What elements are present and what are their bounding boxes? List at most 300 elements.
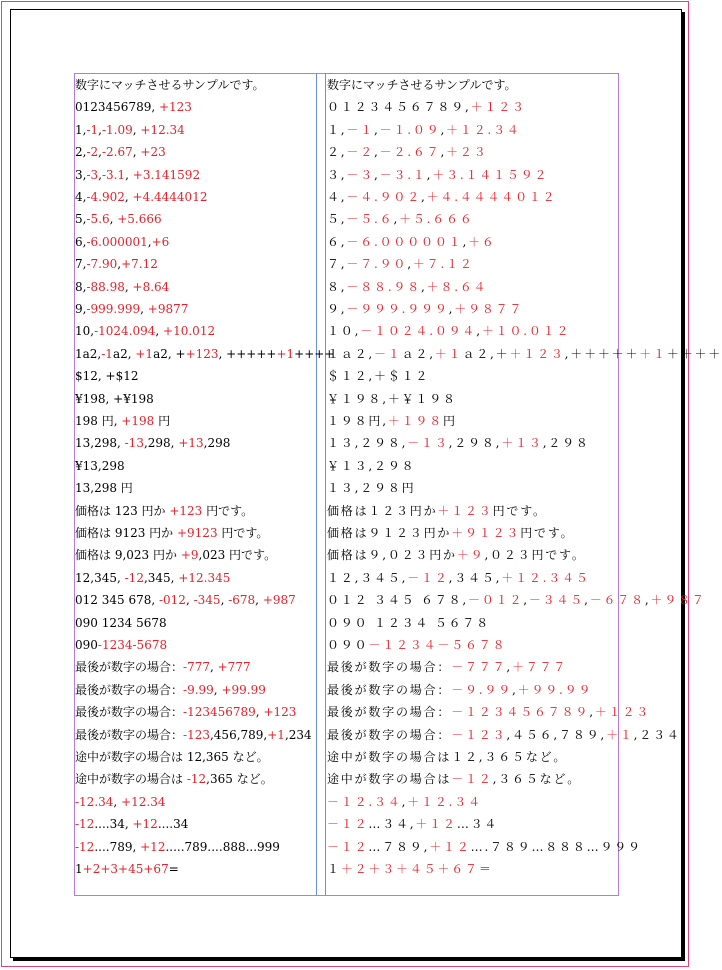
matched-number: －７.９０ [346,257,408,272]
matched-number: ＋２ [340,862,369,876]
plain-text: , [98,122,102,137]
text-line [75,392,154,407]
matched-number: +10.012 [163,324,216,339]
plain-text: , [124,190,133,204]
plain-text: = [168,862,179,876]
plain-text: 13,298, [75,436,125,451]
plain-text: 価格は９,０２３円か [327,548,457,563]
plain-text: 最後が数字の場合： [75,727,184,742]
text-line [327,280,488,295]
column-guide-left [316,74,317,895]
text-line [327,705,650,720]
matched-number: －９.９９ [451,682,513,697]
plain-text: , [407,257,413,272]
plain-text: ０１２３４５６７８９, [327,100,471,115]
matched-number: -1024.094 [94,324,156,339]
text-line [75,616,167,631]
matched-number: －８８.９８ [346,279,422,294]
plain-text: ,456,789, [209,727,268,742]
plain-text: a2, [112,346,136,361]
matched-number: -88.98 [86,279,125,294]
plain-text: ,３４５, [448,570,502,585]
plain-text: 数字にマッチさせるサンプルです。 [327,78,517,92]
plain-text: , [421,190,427,204]
matched-number: -1 [101,346,113,361]
plain-text: , [644,593,651,608]
matched-number: -13 [124,436,144,451]
matched-number: -2 [86,145,99,160]
plain-text: 5, [75,212,87,227]
text-line [75,571,230,586]
plain-text: ＝ [478,862,493,876]
text-line [75,593,296,608]
plain-text: …３４ [456,817,499,832]
text-line [75,459,125,474]
matched-number: +13 [178,436,204,451]
matched-number: ＋１２３ [470,100,526,115]
matched-number: ＋９８７７ [454,302,524,316]
text-line [75,235,169,250]
matched-number: -123 [183,727,210,742]
matched-number: +123 [185,346,219,361]
plain-text: 6, [75,234,87,249]
plain-text: , [401,794,408,809]
matched-number: －３.１ [379,167,427,182]
matched-number: ＋３ [368,862,397,876]
plain-text: 12,345, [75,570,125,585]
matched-number: ＋７７７ [512,660,568,675]
plain-text: ,０２３円です。 [484,548,586,563]
text-line [75,369,139,384]
text-line [75,100,192,115]
text-line [75,638,167,653]
text-line [327,123,521,138]
plain-text: , [209,660,218,675]
text-line [75,548,276,563]
matched-number: +777 [217,660,251,675]
matched-number: －１.０９ [379,122,441,137]
text-line [75,302,188,317]
plain-text: 最後が数字の場合： [327,660,452,675]
text-line [327,571,590,586]
plain-text: , [426,167,433,182]
matched-number: +7.12 [121,257,158,272]
text-line [327,593,706,608]
plain-text: ３, [327,167,347,182]
text-line [327,638,506,653]
plain-text: 数字にマッチさせるサンプルです。 [75,78,265,92]
matched-number: +23 [140,145,166,160]
plain-text: １９８円, [327,414,388,428]
matched-number: +45 [118,862,144,876]
matched-number: +1 [135,346,154,361]
matched-number: -6.000001 [86,234,148,249]
plain-text: , [374,167,380,182]
text-line [75,526,268,541]
text-line [75,145,166,160]
plain-text: , [98,145,102,160]
text-line [75,190,207,205]
plain-text: , [512,682,518,697]
matched-number: -123456789 [183,705,256,720]
text-line [327,548,586,563]
matched-number: ＋３.１４１５９２ [432,167,549,182]
matched-number: ＋１０.０１２ [481,324,571,339]
text-line [75,280,169,295]
plain-text: １０, [327,324,361,339]
plain-text: ,２９８, [448,436,502,451]
matched-number: ＋６ [468,234,496,249]
text-line [327,212,474,227]
plain-text: 090 [75,638,98,652]
matched-number: ＋１ [434,346,463,361]
column-guide-right [325,74,326,895]
matched-number: -7.90 [86,257,118,272]
text-line [327,728,681,743]
plain-text: 円 [443,414,457,428]
plain-text: ０１２ ３４５ ６７８, [327,593,469,608]
text-line [327,459,415,474]
plain-text: ,298 [203,436,231,451]
plain-text: ....789, [94,839,141,854]
plain-text: 10, [75,324,95,339]
text-line [327,190,557,205]
matched-number: ＋１２.３４ [446,122,521,137]
plain-text: ,365 など。 [206,772,273,787]
matched-number: +123 [158,100,192,115]
matched-number: ＋１２３ [509,346,565,361]
plain-text: 1a2, [75,346,102,361]
text-line [75,257,158,272]
plain-text: ６, [327,234,347,249]
matched-number: ＋１２３ [437,503,493,518]
matched-number: -012 [158,593,186,608]
matched-number: +1 [276,346,295,361]
matched-number: ＋１２３ [594,705,651,720]
matched-number: －０１２ [468,593,524,608]
text-line [327,100,526,115]
matched-number: ＋９１２３ [451,526,521,540]
plain-text: 価格は 9123 円か [75,526,177,540]
matched-number: -3 [86,167,99,182]
text-line [327,436,590,451]
matched-number: +123 [263,705,297,720]
plain-text: １ａ２, [327,346,375,361]
plain-text: ,２９８ [542,436,590,451]
text-line [327,324,570,339]
matched-number: ＋２３ [446,145,488,160]
text-line [75,728,312,743]
plain-text: , +++++ [218,346,277,361]
plain-text: ....34, [94,817,133,832]
text-line [75,436,230,451]
matched-number: ＋１２ [429,839,471,854]
plain-text: 途中が数字の場合は [327,772,452,787]
matched-number: －３４５ [528,593,585,608]
matched-number: -12 [186,772,207,787]
matched-number: －１２３ [451,727,507,742]
matched-number: ＋１２.３４ [407,794,482,809]
text-line [75,481,133,496]
plain-text: , [393,212,400,227]
plain-text: , [584,593,590,608]
text-line [327,840,642,855]
matched-number: ＋１２.３４５ [501,570,590,585]
matched-number: ＋７.１２ [412,257,474,272]
plain-text: ￥１３,２９８ [327,458,416,473]
matched-number: -2.67 [101,145,133,160]
text-line [327,145,488,160]
text-line [75,347,334,362]
plain-text: ０９０ [327,638,369,652]
text-line [327,168,548,183]
matched-number: ＋９ [456,548,485,563]
matched-number: ＋４５ [396,862,438,876]
plain-text: , [255,593,263,608]
text-line [327,526,574,541]
text-line [327,862,493,877]
matched-number: +987 [262,593,296,608]
plain-text: , [125,167,133,182]
matched-number: －１２.３４ [327,794,402,809]
matched-number: +198 [121,414,155,428]
text-line [75,78,264,93]
plain-text: ¥13,298 [75,458,125,473]
matched-number: +12.345 [178,570,231,585]
matched-number: -345 [193,593,221,608]
text-line [327,750,567,765]
plain-text: 1 [75,862,83,876]
plain-text: 最後が数字の場合： [327,682,452,697]
plain-text: 価格は９１２３円か [327,526,452,540]
plain-text: , [147,234,152,249]
text-line [327,481,415,496]
matched-number: +12 [140,839,166,854]
text-line [327,257,474,272]
plain-text: ,＋＋＋＋＋ [564,346,640,361]
matched-number: -1234-5678 [97,638,168,652]
matched-number: +12.34 [140,122,185,137]
plain-text: , [213,682,222,697]
matched-number: -3.1 [101,167,126,182]
text-line [327,772,581,787]
text-line [75,168,200,183]
matched-number: －１ [374,346,402,361]
text-line [327,414,457,429]
matched-number: -12.34 [75,794,114,809]
text-line [327,683,592,698]
plain-text: ９, [327,302,347,316]
plain-text: 7, [75,257,87,272]
matched-number: +67 [143,862,169,876]
plain-text: 4, [75,190,87,204]
plain-text: , [440,122,447,137]
text-line [75,414,170,429]
plain-text: １３,２９８, [327,436,408,451]
plain-text: ａ２,＋ [462,346,510,361]
plain-text: ,４５６,７８９, [506,727,607,742]
text-line [75,795,165,810]
matched-number: －１２３４－５６７８ [368,638,507,652]
matched-number: +123 [169,503,203,518]
plain-text: , [140,302,148,316]
matched-number: －１０２４.０９４ [360,324,477,339]
matched-number: +9 [180,548,199,563]
matched-number: +4.4444012 [132,190,208,204]
matched-number: +1 [267,727,285,742]
matched-number: +8.64 [132,279,170,294]
matched-number: +12.34 [121,794,166,809]
matched-number: +12 [132,817,158,832]
plain-text: , [124,279,133,294]
text-line [327,660,567,675]
matched-number: －１２ [451,772,493,787]
plain-text: , [132,145,141,160]
plain-text: ,023 円です。 [198,548,277,563]
text-line [75,862,179,877]
matched-number: ＋４.４４４４０１２ [426,190,557,204]
matched-number: －７７７ [451,660,507,675]
plain-text: 円です。 [202,503,254,518]
text-line [75,772,273,787]
plain-text: ８, [327,279,347,294]
plain-text: , [117,257,122,272]
text-line [75,324,215,339]
matched-number: +6 [151,234,170,249]
matched-number: ＋１３ [501,436,543,451]
plain-text: 円 [154,414,171,428]
plain-text: ＋＋＋＋ [666,346,722,361]
matched-number: －４.９０２ [346,190,422,204]
plain-text: , [255,705,264,720]
text-line [327,369,429,384]
plain-text: ａ２, [401,346,435,361]
matched-number: +2 [82,862,101,876]
matched-number: －５.６ [346,212,394,227]
matched-number: -12 [75,817,95,832]
plain-text: , [374,122,380,137]
plain-text: 円です。 [492,503,547,518]
text-line [75,504,253,519]
plain-text: ７, [327,257,347,272]
matched-number: +3 [100,862,119,876]
plain-text: 9, [75,302,87,316]
plain-text: .....789....888...999 [165,839,280,854]
plain-text: 途中が数字の場合は [75,772,187,787]
text-line [75,817,188,832]
plain-text: ++++ [294,346,335,361]
matched-number: +99.99 [221,682,266,697]
matched-number: +5.666 [117,212,162,227]
matched-number: +9877 [147,302,189,316]
plain-text: １３,２９８円 [327,481,416,496]
plain-text: ....34 [157,817,189,832]
text-line [327,795,482,810]
matched-number: －１ [346,122,375,137]
plain-text: １ [327,862,341,876]
plain-text: 3, [75,167,87,182]
matched-number: －１２ [407,570,449,585]
matched-number: +9123 [176,526,218,540]
matched-number: －１２ [327,817,369,832]
text-line [75,123,185,138]
matched-number: －１２３４５６７８９ [451,705,590,720]
matched-number: -999.999 [86,302,141,316]
plain-text: 0123456789, [75,100,159,115]
plain-text: 円です。 [217,526,269,540]
matched-number: ＋９９.９９ [517,682,593,697]
text-line [327,347,722,362]
plain-text: ¥198, +¥198 [75,391,154,406]
plain-text: , [462,234,469,249]
plain-text: $12, +$12 [75,369,139,384]
text-line [75,212,162,227]
plain-text: 価格は 123 円か [75,503,170,518]
plain-text: , [448,302,455,316]
plain-text: , [220,593,229,608]
plain-text: , [109,212,118,227]
plain-text: 090 1234 5678 [75,615,167,630]
matched-number: +3.141592 [132,167,201,182]
plain-text: , [589,705,595,720]
matched-number: －１３ [407,436,449,451]
matched-number: -9.99 [183,682,214,697]
plain-text: , [98,167,102,182]
matched-number: -5.6 [86,212,110,227]
matched-number: -1 [86,122,99,137]
matched-number: -678 [228,593,256,608]
matched-number: －１２ [327,839,369,854]
matched-number: －２ [346,145,375,160]
plain-text: , [476,324,482,339]
plain-text: 価格は１２３円か [327,503,438,518]
plain-text: 最後が数字の場合： [327,705,452,720]
plain-text: , [523,593,529,608]
plain-text: ,234 [284,727,312,742]
plain-text: 最後が数字の場合： [75,660,184,675]
plain-text: …３４, [368,817,416,832]
plain-text: ,２３４ [633,727,681,742]
plain-text: , [185,593,194,608]
text-line [327,302,523,317]
plain-text: a2, + [153,346,186,361]
plain-text: , [132,122,141,137]
matched-number: －２.６７ [379,145,441,160]
matched-number: -1.09 [101,122,133,137]
plain-text: 最後が数字の場合： [75,682,184,697]
matched-number: -4.902 [86,190,125,204]
plain-text: , [155,324,164,339]
text-line [327,616,490,631]
plain-text: , [113,794,122,809]
text-line [327,78,516,93]
matched-number: －６.０００００１ [346,234,463,249]
plain-text: ,３６５など。 [492,772,582,787]
plain-text: ,298, [143,436,179,451]
text-line [75,683,266,698]
matched-number: -12 [124,570,144,585]
text-line [75,750,269,765]
plain-text: 最後が数字の場合： [75,705,184,720]
plain-text: 2, [75,145,87,160]
text-line [75,705,296,720]
plain-text: ….７８９…８８８…９９９ [470,839,642,854]
text-line [327,235,496,250]
matched-number: ＋１ [639,346,667,361]
plain-text: ２, [327,145,347,160]
text-line [75,660,251,675]
matched-number: -777 [183,660,210,675]
